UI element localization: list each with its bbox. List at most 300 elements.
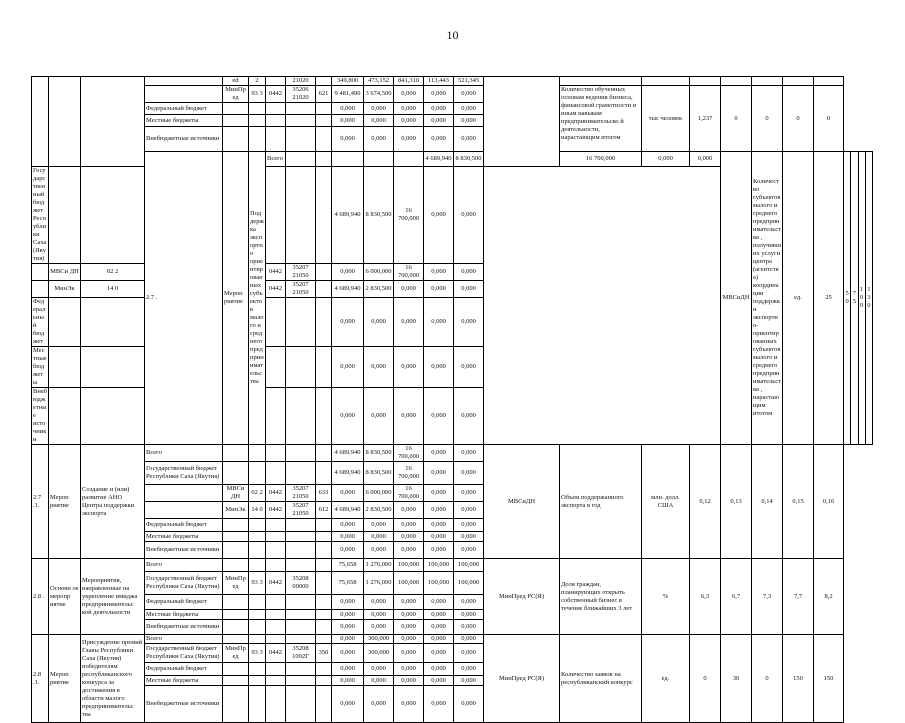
subsection-code <box>266 635 286 644</box>
subsection-code <box>266 127 286 152</box>
amount-cell: 4 689,940 <box>332 445 364 462</box>
amount-cell: 0,000 <box>424 86 454 103</box>
source-label: Внебюджетные источники <box>145 542 223 559</box>
expense-type-code <box>316 264 332 281</box>
amount-cell: 100,000 <box>454 559 484 572</box>
amount-cell: 0,000 <box>454 264 484 281</box>
target-article-code <box>286 115 316 127</box>
amount-cell: 0,000 <box>424 485 454 502</box>
grbs-code <box>223 115 249 127</box>
amount-cell: 0,000 <box>394 663 424 676</box>
target-article-code: 35208 1002Г <box>286 644 316 663</box>
amount-cell: 0,000 <box>332 264 364 281</box>
amount-cell: 521,345 <box>454 77 484 86</box>
expense-type-code <box>394 152 424 167</box>
amount-cell: 0,000 <box>454 115 484 127</box>
target-article-code <box>286 542 316 559</box>
indicator-value: 130 <box>865 152 872 445</box>
indicator-value: 0 <box>752 86 783 152</box>
source-label: Местные бюджеты <box>145 532 223 542</box>
amount-cell: 0,000 <box>332 686 364 723</box>
amount-cell: 0,000 <box>424 620 454 635</box>
target-article-code: 35208 00000 <box>286 572 316 595</box>
amount-cell: 0,000 <box>454 519 484 532</box>
amount-cell: 0,000 <box>454 663 484 676</box>
amount-cell: 0,000 <box>364 686 394 723</box>
grbs-code <box>49 388 81 445</box>
amount-cell: 300,000 <box>364 644 394 663</box>
expense-type-code <box>316 620 332 635</box>
section-code: 02 2 <box>249 485 266 502</box>
amount-cell: 1 276,000 <box>364 572 394 595</box>
amount-cell: 100,000 <box>394 559 424 572</box>
target-article-code <box>286 388 316 445</box>
expense-type-code <box>316 663 332 676</box>
target-article-code <box>286 103 316 115</box>
section-code <box>81 347 145 388</box>
amount-cell: 0,000 <box>394 388 424 445</box>
indicator: Количество заявок на республиканский конкурс <box>560 635 642 723</box>
indicator-value: 6,7 <box>721 559 752 635</box>
subsection-code <box>266 167 286 264</box>
amount-cell: 16 700,000 <box>394 167 424 264</box>
source-label <box>145 86 223 103</box>
subsection-code <box>266 347 286 388</box>
grbs-code <box>223 686 249 723</box>
source-label: Всего <box>145 559 223 572</box>
amount-cell: 1 276,000 <box>364 559 394 572</box>
amount-cell: 0,000 <box>454 167 484 264</box>
amount-cell: 0,000 <box>454 635 484 644</box>
subsection-code <box>266 542 286 559</box>
grbs-code: МинЭк <box>223 502 249 519</box>
subsection-code <box>266 559 286 572</box>
amount-cell: 0,000 <box>424 595 454 610</box>
amount-cell: 0,000 <box>394 103 424 115</box>
amount-cell: 0,000 <box>364 676 394 686</box>
amount-cell: 6 000,000 <box>364 485 394 502</box>
section-code <box>249 595 266 610</box>
amount-cell: 0,000 <box>454 347 484 388</box>
unit: тыс человек <box>642 86 690 152</box>
source-label <box>32 281 49 298</box>
amount-cell: 0,000 <box>454 542 484 559</box>
amount-cell: 0,000 <box>332 127 364 152</box>
item-name: Создание и (или) развитие АНО Центра поддержки экспорта <box>81 445 145 559</box>
indicator-value: 7,3 <box>752 559 783 635</box>
amount-cell: 100,000 <box>394 572 424 595</box>
expense-type-code: 612 <box>316 502 332 519</box>
amount-cell: 9 481,490 <box>332 86 364 103</box>
amount-cell: 0,000 <box>424 686 454 723</box>
amount-cell: 0,000 <box>454 644 484 663</box>
amount-cell: 8 830,500 <box>454 152 484 167</box>
grbs-code: МВСи ДН <box>49 264 81 281</box>
target-article-code <box>286 127 316 152</box>
amount-cell: 0,000 <box>424 635 454 644</box>
section-code: 93 3 <box>249 572 266 595</box>
grbs-code: МинПр ед <box>223 572 249 595</box>
amount-cell: 0,000 <box>394 635 424 644</box>
target-article-code: 35206 21020 <box>286 86 316 103</box>
expense-type-code <box>316 542 332 559</box>
item-name: Присуждение премий Главы Республики Саха (Якутия) победителям республиканского конкурса за достижения в области малого предпринимательс тва <box>81 635 145 723</box>
amount-cell: 0,000 <box>454 532 484 542</box>
subsection-code <box>266 298 286 347</box>
target-article-code <box>286 167 316 264</box>
amount-cell: 0,000 <box>394 644 424 663</box>
subsection-code <box>266 532 286 542</box>
amount-cell: 0,000 <box>424 532 454 542</box>
indicator-value: 25 <box>814 152 844 445</box>
indicator-value: 0,15 <box>783 445 814 559</box>
grbs-code <box>223 595 249 610</box>
amount-cell: 0,000 <box>332 519 364 532</box>
indicator-value: 0 <box>690 635 721 723</box>
amount-cell: 3 674,500 <box>364 86 394 103</box>
table-row <box>32 86 873 103</box>
item-name <box>81 77 145 167</box>
amount-cell: 0,000 <box>424 127 454 152</box>
amount-cell: 0,000 <box>332 644 364 663</box>
section-code <box>249 676 266 686</box>
amount-cell: 0,000 <box>424 663 454 676</box>
grbs-code <box>223 532 249 542</box>
target-article-code: 35207 21050 <box>286 485 316 502</box>
target-article-code <box>286 663 316 676</box>
amount-cell: 0,000 <box>364 663 394 676</box>
amount-cell: 0,000 <box>364 610 394 620</box>
amount-cell: 0,000 <box>424 388 454 445</box>
section-code <box>249 620 266 635</box>
target-article-code <box>286 610 316 620</box>
target-article-code: 35207 21050 <box>286 264 316 281</box>
grbs-code <box>223 620 249 635</box>
amount-cell: 0,000 <box>424 502 454 519</box>
amount-cell: 0,000 <box>332 347 364 388</box>
amount-cell: 0,000 <box>424 610 454 620</box>
grbs-code <box>223 559 249 572</box>
expense-type-code: 633 <box>316 485 332 502</box>
subsection-code <box>266 620 286 635</box>
expense-type-code <box>316 298 332 347</box>
section-code: 14 0 <box>249 502 266 519</box>
amount-cell: 0,000 <box>424 298 454 347</box>
indicator-value: 0 <box>752 635 783 723</box>
indicator <box>560 77 642 86</box>
indicator-value: 0 <box>783 86 814 152</box>
grbs-code <box>223 519 249 532</box>
amount-cell: 0,000 <box>332 676 364 686</box>
unit <box>642 77 690 86</box>
grbs-code <box>223 462 249 485</box>
amount-cell: 0,000 <box>364 388 394 445</box>
table-row <box>32 635 873 644</box>
amount-cell: 0,000 <box>364 127 394 152</box>
amount-cell: 2 <box>249 77 266 86</box>
indicator: Доля граждан, планирующих открыть собственный бизнес в течение ближайших 3 лет <box>560 559 642 635</box>
section-code: 14 0 <box>81 281 145 298</box>
unit: % <box>642 559 690 635</box>
subsection-code <box>266 388 286 445</box>
executor: МВСиДН <box>721 152 752 445</box>
amount-cell: 0,000 <box>424 644 454 663</box>
amount-cell: 0,000 <box>364 595 394 610</box>
expense-type-code <box>316 686 332 723</box>
source-label: Внебюджетные источники <box>145 620 223 635</box>
grbs-code <box>223 103 249 115</box>
subsection-code: 0442 <box>266 281 286 298</box>
expense-type-code <box>316 676 332 686</box>
amount-cell: 0,000 <box>642 152 690 167</box>
source-label: Местные бюджеты <box>145 115 223 127</box>
grbs-code: МинПр ед <box>223 644 249 663</box>
unit: ед. <box>783 152 814 445</box>
grbs-code <box>223 445 249 462</box>
section-code <box>249 610 266 620</box>
table-row <box>32 559 873 572</box>
amount-cell: 0,000 <box>332 298 364 347</box>
item-type: Мероп риятие <box>223 152 249 445</box>
amount-cell: 0,000 <box>454 445 484 462</box>
amount-cell: 21020 <box>286 77 316 86</box>
program-table <box>31 76 873 723</box>
expense-type-code <box>316 519 332 532</box>
amount-cell: 0,000 <box>424 281 454 298</box>
subsection-code: 0442 <box>266 485 286 502</box>
amount-cell: 2 830,500 <box>364 502 394 519</box>
indicator-value <box>783 77 814 86</box>
section-code <box>249 532 266 542</box>
expense-type-code <box>316 532 332 542</box>
section-code <box>249 635 266 644</box>
expense-type-code <box>316 445 332 462</box>
amount-cell: 0,000 <box>364 115 394 127</box>
indicator-value: 8,2 <box>814 559 844 635</box>
executor: МинПред РС(Я) <box>484 559 560 635</box>
section-code <box>249 519 266 532</box>
source-label <box>145 77 223 86</box>
subsection-code <box>266 595 286 610</box>
source-label: Государственный бюджет Республики Саха (Якутия) <box>145 644 223 663</box>
amount-cell: 0,000 <box>454 676 484 686</box>
expense-type-code <box>316 559 332 572</box>
source-label: Всего <box>145 635 223 644</box>
amount-cell: 0,000 <box>364 103 394 115</box>
executor <box>484 77 560 167</box>
section-code: 93 3 <box>249 644 266 663</box>
grbs-code <box>49 298 81 347</box>
amount-cell: 0,000 <box>454 620 484 635</box>
target-article-code <box>286 532 316 542</box>
expense-type-code: 621 <box>316 86 332 103</box>
section-code <box>81 167 145 264</box>
source-label: Местные бюджеты <box>145 610 223 620</box>
subsection-code <box>266 519 286 532</box>
target-article-code <box>286 519 316 532</box>
table-row <box>32 445 873 462</box>
executor: МВСиДН <box>484 445 560 559</box>
amount-cell: 0,000 <box>454 485 484 502</box>
amount-cell: 2 830,500 <box>364 281 394 298</box>
section-code <box>249 103 266 115</box>
item-number: 2.8 . <box>32 559 49 635</box>
amount-cell: 0,000 <box>424 676 454 686</box>
indicator-value <box>690 77 721 86</box>
amount-cell: 0,000 <box>394 676 424 686</box>
amount-cell: 0,000 <box>394 502 424 519</box>
source-label: Местные бюджеты <box>33 347 47 386</box>
amount-cell: 0,000 <box>424 445 454 462</box>
amount-cell: 0,000 <box>332 103 364 115</box>
item-name: Мероприятия, направленные на укрепление имиджа предпринимательс кой деятельности <box>81 559 145 635</box>
subsection-code <box>266 462 286 485</box>
grbs-code <box>223 127 249 152</box>
expense-type-code <box>316 103 332 115</box>
section-code <box>249 115 266 127</box>
expense-type-code <box>316 572 332 595</box>
indicator-value: 50 <box>844 152 851 445</box>
amount-cell: 349,800 <box>332 77 364 86</box>
indicator: Количество обученных основам ведения бизнеса, финансовой грамотности и иным навыкам предпринимательско й деятельности, нарастающим итогом <box>560 86 642 152</box>
target-article-code: 35207 21050 <box>286 281 316 298</box>
amount-cell: 0,000 <box>394 281 424 298</box>
amount-cell <box>266 77 286 86</box>
amount-cell: 0,000 <box>332 388 364 445</box>
amount-cell: 0,000 <box>332 532 364 542</box>
item-number: 2.7 . <box>145 152 223 445</box>
amount-cell: 0,000 <box>454 298 484 347</box>
item-type: Основн ое меропр иятие <box>49 559 81 635</box>
target-article-code <box>364 152 394 167</box>
grbs-code: МВСи ДН <box>223 485 249 502</box>
expense-type-code <box>316 388 332 445</box>
amount-cell: 0,000 <box>454 281 484 298</box>
subsection-code <box>266 686 286 723</box>
subsection-code: 0442 <box>266 502 286 519</box>
indicator-value <box>752 77 783 86</box>
amount-cell: 473,152 <box>364 77 394 86</box>
amount-cell: 0,000 <box>424 347 454 388</box>
indicator: Объем поддержанного экспорта в год <box>560 445 642 559</box>
amount-cell: 8 830,500 <box>364 167 394 264</box>
source-label: Федеральный бюджет <box>145 663 223 676</box>
amount-cell: 0,000 <box>424 542 454 559</box>
expense-type-code <box>316 347 332 388</box>
source-label: Всего <box>145 445 223 462</box>
source-label: Федеральный бюджет <box>145 103 223 115</box>
grbs-code <box>49 347 81 388</box>
source-label: Федеральный бюджет <box>145 519 223 532</box>
unit: млн. долл. США <box>642 445 690 559</box>
item-number: 2.8 .1. <box>32 635 49 723</box>
table-row <box>32 77 873 86</box>
subsection-code <box>266 676 286 686</box>
source-label: Всего <box>266 152 286 167</box>
unit: ед. <box>642 635 690 723</box>
amount-cell: 0,000 <box>394 620 424 635</box>
amount-cell: 0,000 <box>454 686 484 723</box>
indicator-value: 6,3 <box>690 559 721 635</box>
indicator-value: 0 <box>721 86 752 152</box>
amount-cell: 100,000 <box>424 559 454 572</box>
amount-cell: 0,000 <box>394 127 424 152</box>
amount-cell: 16 700,000 <box>394 485 424 502</box>
amount-cell: 4 689,940 <box>332 462 364 485</box>
amount-cell: 0,000 <box>364 519 394 532</box>
source-label: Внебюджетные источники <box>145 686 223 723</box>
section-code <box>249 663 266 676</box>
source-label: Государственный бюджет Республики Саха (Якутия) <box>145 462 223 485</box>
amount-cell: 75,658 <box>332 572 364 595</box>
grbs-code <box>223 635 249 644</box>
expense-type-code <box>316 115 332 127</box>
source-label: Местные бюджеты <box>145 676 223 686</box>
amount-cell: 8 830,500 <box>364 462 394 485</box>
amount-cell: 0,000 <box>332 595 364 610</box>
amount-cell: 0,000 <box>454 610 484 620</box>
subsection-code <box>266 445 286 462</box>
section-code <box>249 559 266 572</box>
amount-cell: 0,000 <box>364 620 394 635</box>
amount-cell: 0,000 <box>394 86 424 103</box>
expense-type-code <box>316 462 332 485</box>
grbs-code <box>223 542 249 559</box>
target-article-code: 35207 21050 <box>286 502 316 519</box>
item-name: Поддержка экспортно ориентированных субъектов малого и среднего предпринимательс тва <box>249 152 266 445</box>
grbs-code <box>286 152 316 167</box>
amount-cell: 0,000 <box>424 519 454 532</box>
target-article-code <box>286 298 316 347</box>
amount-cell: 0,000 <box>424 264 454 281</box>
amount-cell: 100,000 <box>454 572 484 595</box>
subsection-code: 0442 <box>266 264 286 281</box>
target-article-code <box>286 635 316 644</box>
item-number <box>32 77 49 167</box>
amount-cell <box>316 77 332 86</box>
grbs-code <box>223 610 249 620</box>
target-article-code <box>286 686 316 723</box>
source-label: Федеральный бюджет <box>32 298 49 347</box>
target-article-code <box>286 676 316 686</box>
subsection-code <box>266 663 286 676</box>
amount-cell: 0,000 <box>454 103 484 115</box>
target-article-code <box>286 462 316 485</box>
amount-cell: 0,000 <box>332 663 364 676</box>
amount-cell: 841,310 <box>394 77 424 86</box>
amount-cell: 0,000 <box>424 103 454 115</box>
source-label: Государственный бюджет Республики Саха (Якутия) <box>32 167 49 264</box>
amount-cell: 0,000 <box>424 115 454 127</box>
executor: МинПред РС(Я) <box>484 635 560 723</box>
target-article-code <box>286 445 316 462</box>
amount-cell: 6 000,000 <box>364 264 394 281</box>
section-code <box>249 445 266 462</box>
source-label: Внебюджетные источники <box>33 388 48 443</box>
amount-cell: 0,000 <box>364 532 394 542</box>
item-number: 2.7 .1. <box>32 445 49 559</box>
indicator-value: 0,12 <box>690 445 721 559</box>
amount-cell: 0,000 <box>394 519 424 532</box>
subsection-code: 0442 <box>266 86 286 103</box>
amount-cell: 0,000 <box>332 635 364 644</box>
subsection-code <box>332 152 364 167</box>
indicator-value: 7,7 <box>783 559 814 635</box>
item-type: Мероп риятие <box>49 635 81 723</box>
section-code <box>249 127 266 152</box>
source-label: Внебюджетные источники <box>145 127 223 152</box>
amount-cell: 300,000 <box>364 635 394 644</box>
